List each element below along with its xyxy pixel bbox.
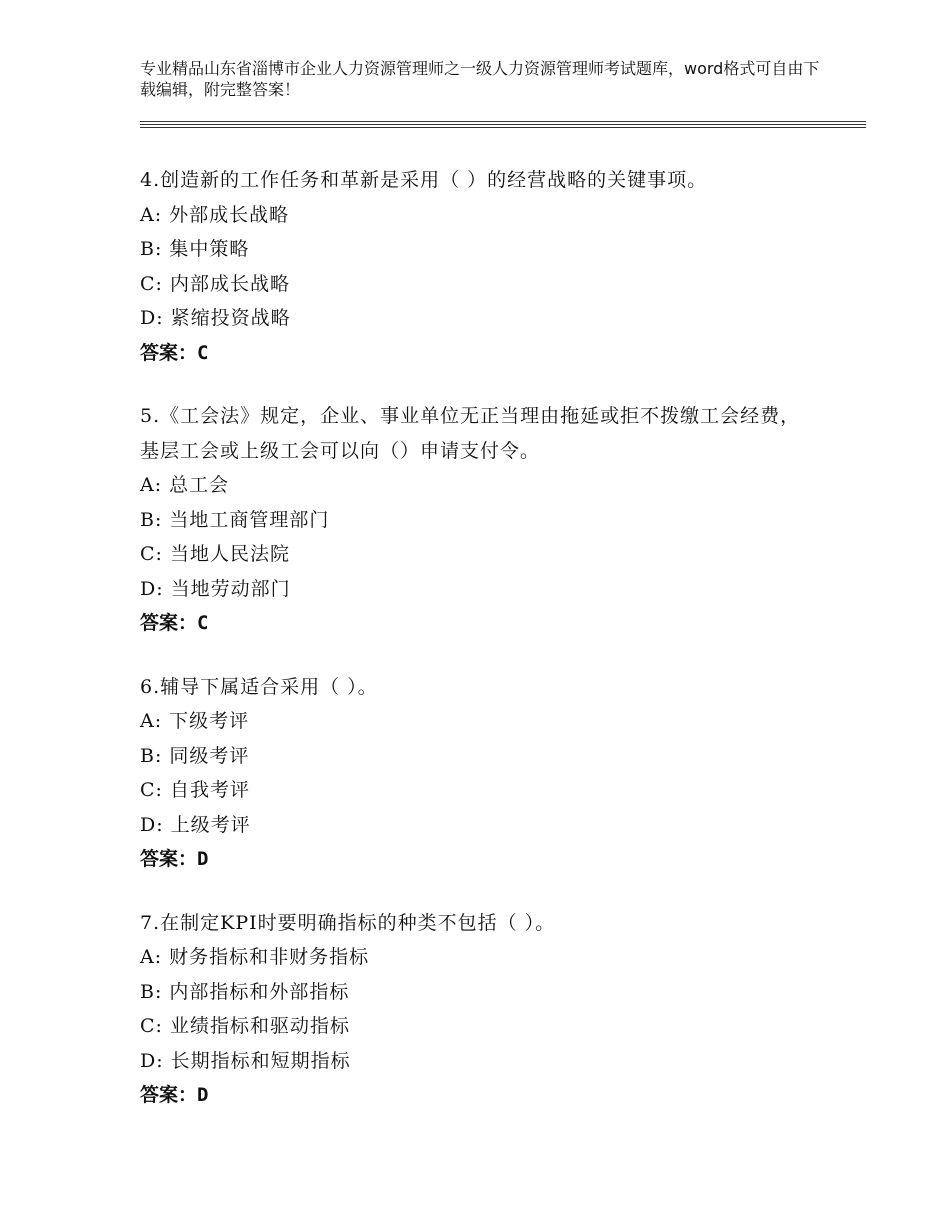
question-7 bbox=[140, 906, 866, 1113]
option-c: C: 内部成长战略 bbox=[140, 272, 290, 295]
answer-value: C bbox=[197, 341, 209, 364]
header-divider-line bbox=[140, 124, 866, 125]
question-list bbox=[140, 163, 866, 1142]
answer-label: 答案： bbox=[140, 848, 198, 870]
question-text: 6.辅导下属适合采用（ ）。 bbox=[140, 675, 378, 698]
question-text: 4.创造新的工作任务和革新是采用（ ）的经营战略的关键事项。 bbox=[140, 169, 708, 191]
question-text: 7.在制定KPI时要明确指标的种类不包括（ ）。 bbox=[140, 911, 556, 934]
option-a: A: 外部成长战略 bbox=[140, 203, 290, 226]
option-c: C: 当地人民法院 bbox=[140, 543, 290, 565]
question-4 bbox=[140, 163, 866, 370]
header-divider-line bbox=[140, 121, 866, 122]
answer-line bbox=[140, 1078, 866, 1113]
document-header: 专业精品山东省淄博市企业人力资源管理师之一级人力资源管理师考试题库，word格式可自由下载编辑，附完整答案！ bbox=[140, 59, 820, 99]
option-a: A: 下级考评 bbox=[140, 710, 250, 732]
answer-value: D bbox=[197, 848, 209, 870]
option-c: C: 业绩指标和驱动指标 bbox=[140, 1015, 350, 1037]
question-6 bbox=[140, 670, 866, 877]
option-d: D: 当地劳动部门 bbox=[140, 577, 291, 600]
answer-label: 答案： bbox=[140, 341, 198, 364]
option-b: B: 集中策略 bbox=[140, 238, 250, 260]
option-a: A: 财务指标和非财务指标 bbox=[140, 946, 370, 968]
option-b: B: 当地工商管理部门 bbox=[140, 508, 330, 531]
option-d: D: 紧缩投资战略 bbox=[140, 307, 291, 329]
answer-line bbox=[140, 606, 866, 641]
option-d: D: 长期指标和短期指标 bbox=[140, 1049, 351, 1072]
answer-value: D bbox=[197, 1084, 209, 1106]
answer-label: 答案： bbox=[140, 1084, 198, 1106]
option-a: A: 总工会 bbox=[140, 474, 230, 496]
option-b: B: 同级考评 bbox=[140, 744, 250, 767]
question-5 bbox=[140, 399, 866, 641]
answer-value: C bbox=[197, 612, 209, 634]
answer-label: 答案： bbox=[140, 612, 198, 634]
option-b: B: 内部指标和外部指标 bbox=[140, 980, 350, 1003]
header-divider-line bbox=[140, 127, 866, 128]
question-text: 5.《工会法》规定，企业、事业单位无正当理由拖延或拒不拨缴工会经费，基层工会或上级工会可以向（）申请支付令。 bbox=[140, 405, 801, 462]
answer-line bbox=[140, 842, 866, 877]
answer-line bbox=[140, 336, 866, 371]
option-c: C: 自我考评 bbox=[140, 779, 250, 801]
option-d: D: 上级考评 bbox=[140, 813, 251, 836]
